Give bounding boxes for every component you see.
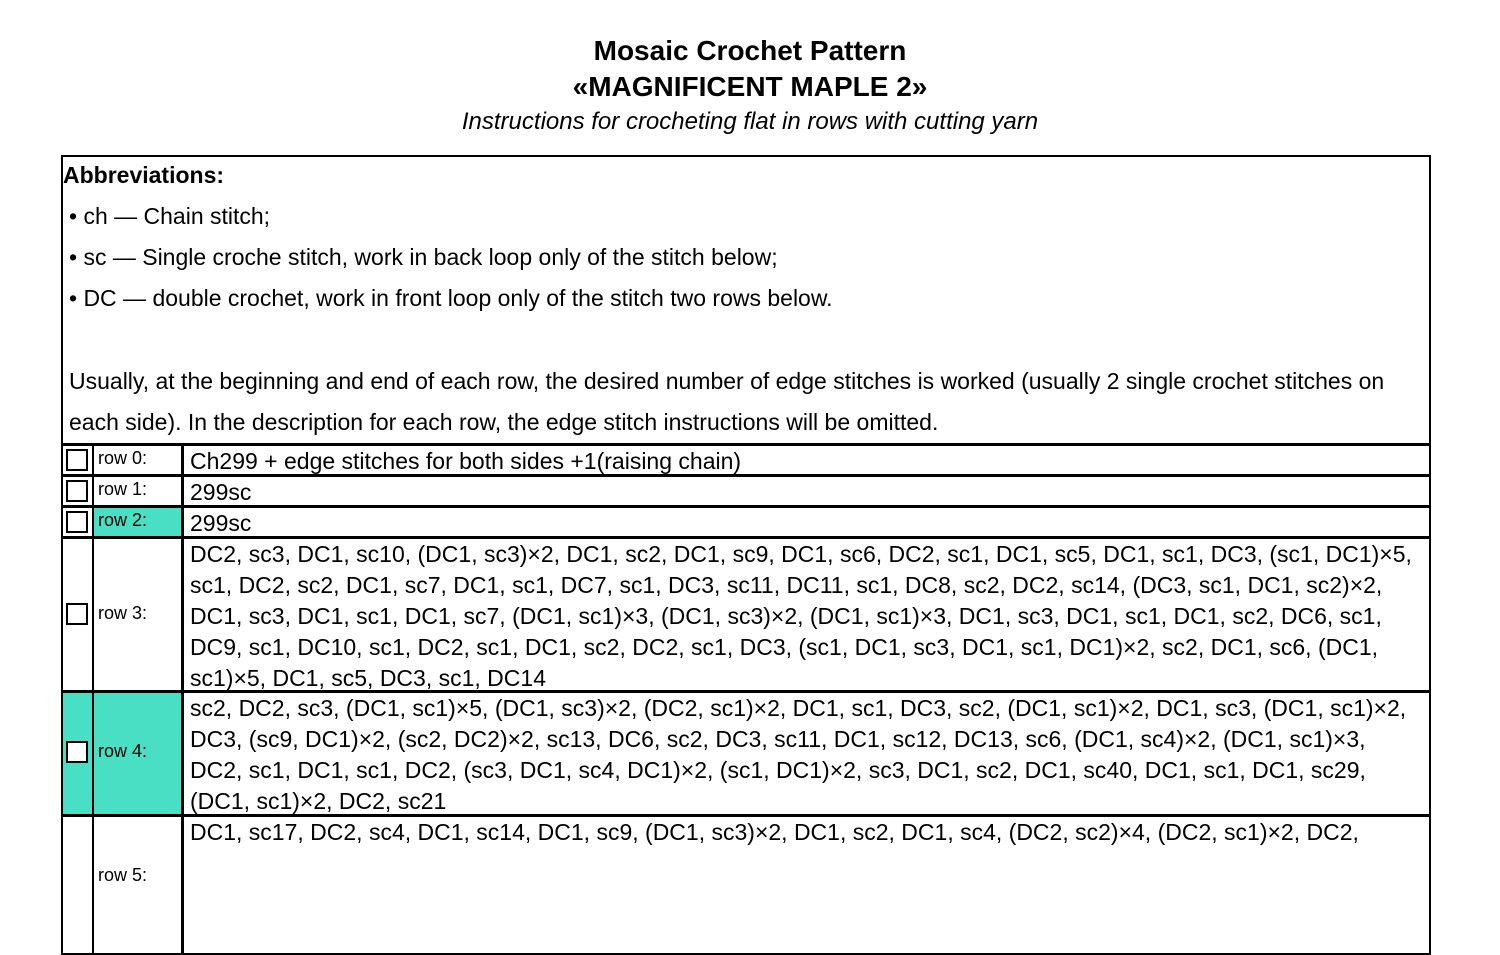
row-label: row 2: — [98, 510, 148, 530]
table-row — [63, 443, 1429, 474]
row-instructions: DC2, sc3, DC1, sc10, (DC1, sc3)×2, DC1, sc2, DC1, sc9, DC1, sc6, DC2, sc1, DC1, sc5, DC1, sc1, DC3, (sc1, DC1)×5, sc1, DC2, sc2, DC1, sc7, DC1, sc1, DC7, sc1, DC3, sc11, DC11, sc1, DC8, sc2, DC2, sc14, (DC3, sc1, DC1, sc2)×2, DC1, sc3, DC1, sc1, DC1, sc7, (DC1, sc1)×3, (DC1, sc3)×2, (DC1, sc1)×3, DC1, sc3, DC1, sc1, DC1, sc2, DC6, sc1, DC9, sc1, DC10, sc1, DC2, sc1, DC1, sc2, DC2, sc1, DC3, (sc1, DC1, sc3, DC1, sc1, DC1)×2, sc2, DC1, sc6, (DC1, sc1)×5, DC1, sc5, DC3, sc1, DC14 — [190, 541, 1412, 691]
pattern-name: «MAGNIFICENT MAPLE 2» — [572, 71, 928, 102]
row-instructions: DC1, sc17, DC2, sc4, DC1, sc14, DC1, sc9, (DC1, sc3)×2, DC1, sc2, DC1, sc4, (DC2, sc2)×4, (DC2, sc1)×2, DC2, — [190, 819, 1359, 845]
checkbox-cell-highlighted — [63, 693, 94, 814]
checkbox-cell — [63, 477, 94, 505]
table-row — [63, 690, 1429, 814]
checkbox-cell — [63, 446, 94, 474]
row-label-cell — [94, 539, 184, 690]
abbreviation-item: • ch — Chain stitch; — [69, 203, 271, 229]
row-label-cell-highlighted — [94, 693, 184, 814]
row-label-cell — [94, 477, 184, 505]
row-checkbox[interactable] — [66, 603, 88, 625]
row-label: row 0: — [98, 448, 148, 468]
table-row — [63, 536, 1429, 690]
pattern-subtitle: Instructions for crocheting flat in rows with cutting yarn — [461, 108, 1039, 135]
row-checkbox[interactable] — [66, 741, 88, 763]
table-row — [63, 505, 1429, 536]
row-instructions: 299sc — [190, 510, 252, 536]
row-checkbox[interactable] — [66, 480, 88, 502]
edge-stitch-note: Usually, at the beginning and end of each row, the desired number of edge stitches is worked (usually 2 single crochet stitches on each side). In the description for each row, the edge stitch instructions will be omitted. — [69, 368, 1385, 435]
checkbox-cell — [63, 817, 94, 954]
pattern-title: Mosaic Crochet Pattern — [593, 35, 907, 66]
row-label: row 4: — [98, 741, 148, 761]
row-label-cell — [94, 817, 184, 954]
row-label: row 3: — [98, 603, 148, 623]
pattern-table — [61, 155, 1431, 955]
row-label: row 5: — [98, 865, 148, 885]
abbreviation-item: • DC — double crochet, work in front loop only of the stitch two rows below. — [69, 285, 833, 311]
checkbox-cell — [63, 508, 94, 536]
row-instructions: 299sc — [190, 479, 252, 505]
row-instructions: sc2, DC2, sc3, (DC1, sc1)×5, (DC1, sc3)×2, (DC2, sc1)×2, DC1, sc1, DC3, sc2, (DC1, sc1)×2, DC1, sc3, (DC1, sc1)×2, DC3, (sc9, DC1)×2, (sc2, DC2)×2, sc13, DC6, sc2, DC3, sc11, DC1, sc12, DC13, sc6, (DC1, sc4)×2, (DC1, sc1)×3, DC2, sc1, DC1, sc1, DC2, (sc3, DC1, sc4, DC1)×2, (sc1, DC1)×2, sc3, DC1, sc2, DC1, sc40, DC1, sc1, DC1, sc29, (DC1, sc1)×2, DC2, sc21 — [190, 695, 1407, 814]
checkbox-cell — [63, 539, 94, 690]
row-label-cell-highlighted — [94, 508, 184, 536]
row-label-cell — [94, 446, 184, 474]
row-checkbox[interactable] — [66, 449, 88, 471]
abbreviations-title: Abbreviations: — [63, 162, 225, 188]
row-checkbox[interactable] — [66, 511, 88, 533]
table-row — [63, 474, 1429, 505]
table-row — [63, 814, 1429, 954]
row-instructions: Ch299 + edge stitches for both sides +1(raising chain) — [190, 448, 742, 474]
row-label: row 1: — [98, 479, 148, 499]
abbreviation-item: • sc — Single croche stitch, work in back loop only of the stitch below; — [69, 244, 778, 270]
abbreviations-section — [63, 157, 1429, 445]
